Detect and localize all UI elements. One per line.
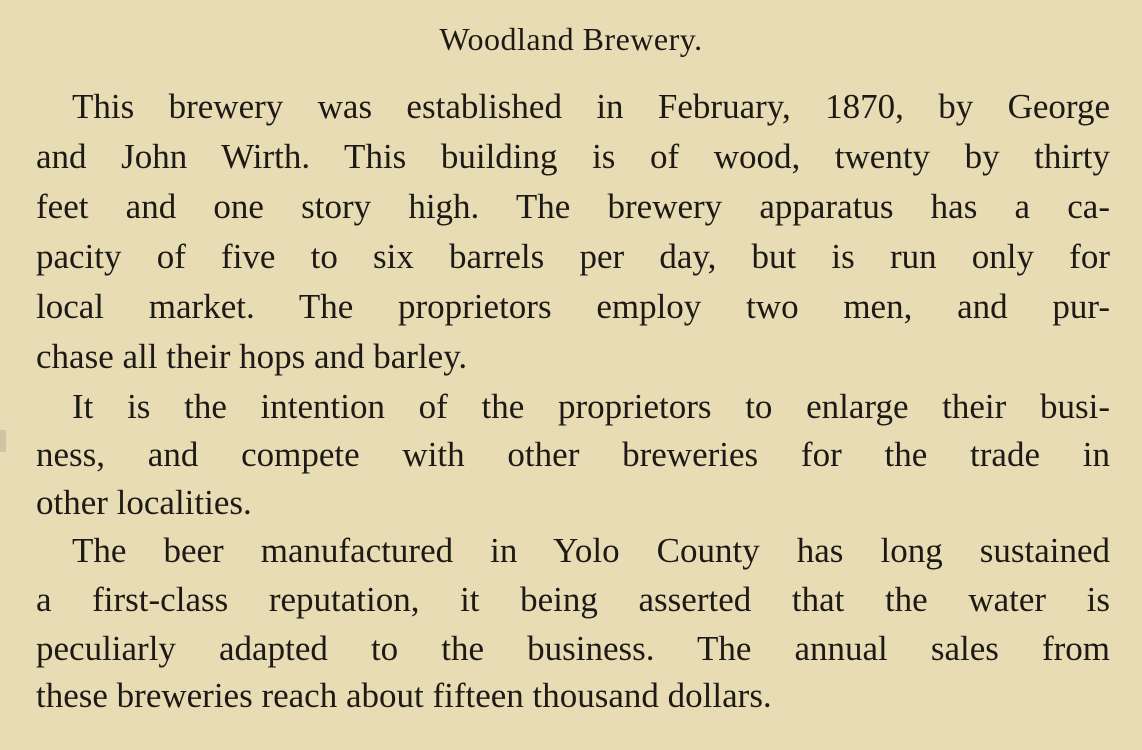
paragraph-3-line-4: these breweries reach about fifteen thousand dollars. xyxy=(36,676,772,715)
document-title: Woodland Brewery. xyxy=(439,21,703,57)
paragraph-3-line-3: peculiarly adapted to the business. The annual sales from xyxy=(36,629,1110,668)
paragraph-2-line-1: It is the intention of the proprietors to enlarge their busi- xyxy=(72,387,1110,426)
paragraph-1-line-4: pacity of five to six barrels per day, but is run only for xyxy=(36,237,1110,276)
paragraph-2-line-2: ness, and compete with other breweries for the trade in xyxy=(36,435,1110,474)
paragraph-2-line-3: other localities. xyxy=(36,483,252,522)
paragraph-1-line-6: chase all their hops and barley. xyxy=(36,337,468,376)
paragraph-1-line-5: local market. The proprietors employ two men, and pur- xyxy=(36,287,1110,326)
paragraph-3-line-2: a first-class reputation, it being asserted that the water is xyxy=(36,580,1110,619)
margin-mark xyxy=(0,430,6,452)
paragraph-1-line-3: feet and one story high. The brewery apparatus has a ca- xyxy=(36,187,1110,226)
paragraph-1-line-2: and John Wirth. This building is of wood, twenty by thirty xyxy=(36,137,1110,176)
paragraph-3-line-1: The beer manufactured in Yolo County has long sustained xyxy=(72,531,1110,570)
paragraph-1-line-1: This brewery was established in February, 1870, by George xyxy=(72,87,1110,126)
